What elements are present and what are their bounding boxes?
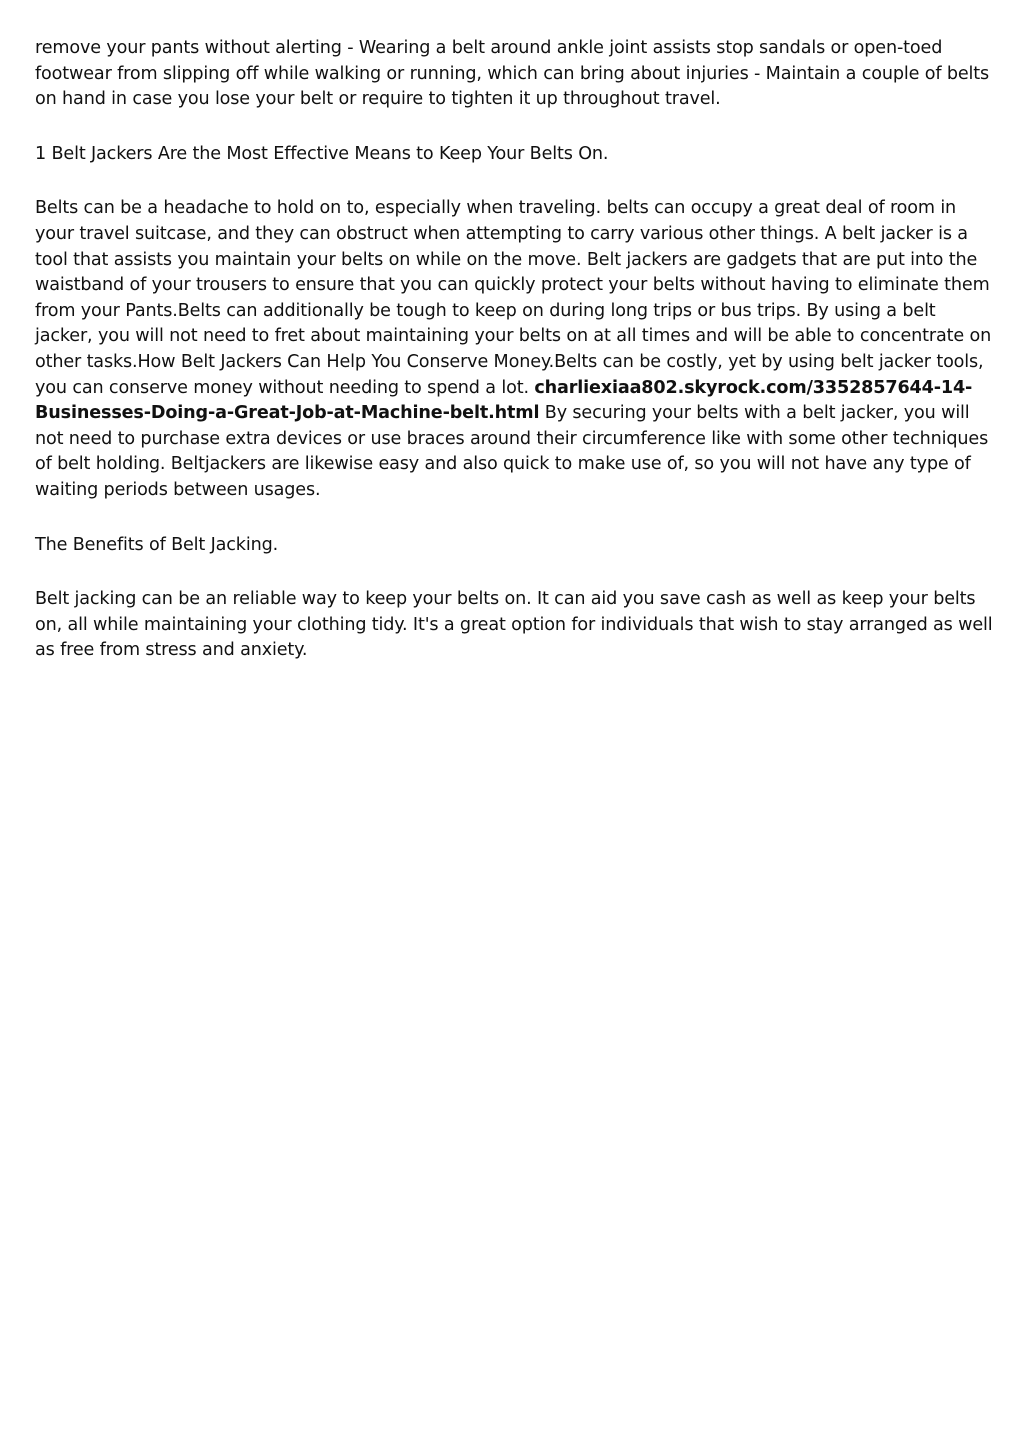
section-heading-benefits: The Benefits of Belt Jacking. (35, 534, 279, 555)
paragraph-intro: remove your pants without alerting - Wearing a belt around ankle joint assists stop sandals or open-toed footwear from slipping off while walking or running, which can bring about injuries - Maintain a couple of belts on hand in case you lose your belt or require to tighten it up throughout travel. (35, 38, 990, 110)
document-body (35, 36, 997, 693)
paragraph-benefits: Belt jacking can be an reliable way to keep your belts on. It can aid you save cash as well as keep your belts on, all while maintaining your clothing tidy. It's a great option for individuals that wish to stay arranged as well as free from stress and anxiety. (35, 589, 993, 661)
paragraph-text-after-link: By securing your belts with a belt jacker, you will not need to purchase extra devices or use braces around their circumference like with some other techniques of belt holding. Beltjackers are likewise easy and also quick to make use of, so you will not have any type of waiting periods between usages. (35, 403, 989, 500)
paragraph-belt-jackers (35, 196, 997, 503)
section-heading-belt-jackers: 1 Belt Jackers Are the Most Effective Means to Keep Your Belts On. (35, 143, 609, 164)
article-link[interactable]: charliexiaa802.skyrock.com/3352857644-14-Businesses-Doing-a-Great-Job-at-Machine-belt.html (35, 377, 973, 424)
paragraph-text-before-link: Belts can be a headache to hold on to, especially when traveling. belts can occupy a great deal of room in your travel suitcase, and they can obstruct when attempting to carry various other things. A belt jacker is a tool that assists you maintain your belts on while on the move. Belt jackers are gadgets that are put into the waistband of your trousers to ensure that you can quickly protect your belts without having to eliminate them from your Pants.Belts can additionally be tough to keep on during long trips or bus trips. By using a belt jacker, you will not need to fret about maintaining your belts on at all times and will be able to concentrate on other tasks.How Belt Jackers Can Help You Conserve Money.Belts can be costly, yet by using belt jacker tools, you can conserve money without needing to spend a lot. (35, 198, 992, 398)
